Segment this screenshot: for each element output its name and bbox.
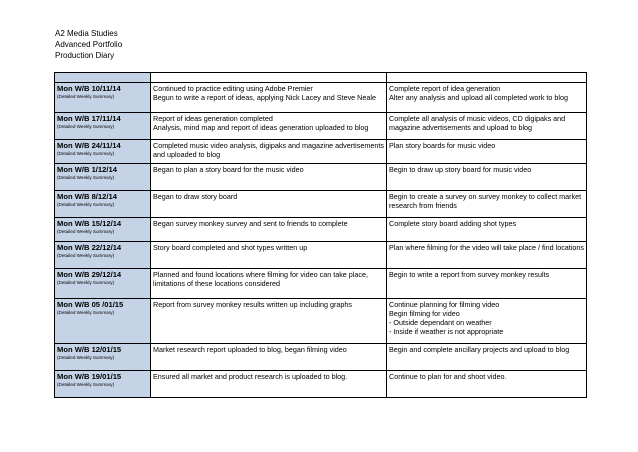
completed-work-text: Continued to practice editing using Adobe Premier <box>153 84 313 93</box>
next-steps-text: Begin filming for video <box>389 309 460 318</box>
week-summary-label: (Detailed Weekly Summary) <box>57 355 115 360</box>
table-row <box>55 371 587 398</box>
next-steps-text: Alter any analysis and upload all completed work to blog <box>389 93 568 102</box>
table-row <box>55 113 587 140</box>
completed-work-cell <box>151 164 387 191</box>
next-steps-cell <box>387 113 587 140</box>
week-cell <box>55 113 151 140</box>
completed-work-text: Analysis, mind map and report of ideas generation uploaded to blog <box>153 123 369 132</box>
week-summary-label: (Detailed Weekly Summary) <box>57 253 115 258</box>
next-steps-cell <box>387 344 587 371</box>
completed-work-cell <box>151 218 387 242</box>
week-label: Mon W/B 12/01/15 <box>57 345 122 354</box>
week-cell <box>55 371 151 398</box>
next-steps-text: Continue planning for filming video <box>389 300 500 309</box>
next-steps-text: Begin to create a survey on survey monkey to collect market research from friends <box>389 192 582 210</box>
completed-work-cell <box>151 299 387 344</box>
week-cell <box>55 191 151 218</box>
header-cell-week <box>55 73 151 83</box>
week-cell <box>55 83 151 113</box>
next-steps-text: Continue to plan for and shoot video. <box>389 372 507 381</box>
completed-work-cell <box>151 242 387 269</box>
completed-work-text: Completed music video analysis, digipaks and magazine advertisements and uploaded to blog <box>153 141 384 159</box>
week-label: Mon W/B 05 /01/15 <box>57 300 124 309</box>
completed-work-text: Began to draw story board <box>153 192 238 201</box>
week-cell <box>55 344 151 371</box>
table-row <box>55 218 587 242</box>
completed-work-text: Began survey monkey survey and sent to friends to complete <box>153 219 348 228</box>
week-summary-label: (Detailed Weekly Summary) <box>57 310 115 315</box>
diary-table-body <box>55 73 587 398</box>
next-steps-cell <box>387 164 587 191</box>
next-steps-cell <box>387 218 587 242</box>
week-summary-label: (Detailed Weekly Summary) <box>57 229 115 234</box>
next-steps-cell <box>387 191 587 218</box>
week-cell <box>55 164 151 191</box>
week-label: Mon W/B 1/12/14 <box>57 165 117 174</box>
week-label: Mon W/B 8/12/14 <box>57 192 117 201</box>
week-summary-label: (Detailed Weekly Summary) <box>57 94 115 99</box>
week-label: Mon W/B 29/12/14 <box>57 270 122 279</box>
next-steps-text: Begin to write a report from survey monkey results <box>389 270 550 279</box>
next-steps-text: Begin and complete ancillary projects and upload to blog <box>389 345 570 354</box>
week-cell <box>55 140 151 164</box>
next-steps-cell <box>387 371 587 398</box>
completed-work-text: Report of ideas generation completed <box>153 114 273 123</box>
completed-work-text: Begun to write a report of ideas, applying Nick Lacey and Steve Neale <box>153 93 376 102</box>
table-row <box>55 299 587 344</box>
completed-work-text: Ensured all market and product research is uploaded to blog. <box>153 372 348 381</box>
next-steps-text: Complete all analysis of music videos, CD digipaks and magazine advertisements and upload to blog <box>389 114 566 132</box>
week-label: Mon W/B 19/01/15 <box>57 372 122 381</box>
header-cell-next <box>387 73 587 83</box>
next-steps-text: Complete story board adding shot types <box>389 219 517 228</box>
week-label: Mon W/B 10/11/14 <box>57 84 121 93</box>
table-header-row <box>55 73 587 83</box>
completed-work-cell <box>151 140 387 164</box>
completed-work-cell <box>151 269 387 299</box>
completed-work-cell <box>151 83 387 113</box>
week-summary-label: (Detailed Weekly Summary) <box>57 175 115 180</box>
next-steps-cell <box>387 299 587 344</box>
diary-title: Production Diary <box>55 51 115 60</box>
week-cell <box>55 269 151 299</box>
completed-work-cell <box>151 113 387 140</box>
next-steps-text: Plan story boards for music video <box>389 141 496 150</box>
next-steps-cell <box>387 269 587 299</box>
next-steps-cell <box>387 140 587 164</box>
course-title: A2 Media Studies <box>55 29 118 38</box>
header-cell-done <box>151 73 387 83</box>
week-label: Mon W/B 24/11/14 <box>57 141 121 150</box>
week-cell <box>55 218 151 242</box>
week-label: Mon W/B 22/12/14 <box>57 243 122 252</box>
document-header <box>55 28 122 61</box>
table-row <box>55 269 587 299</box>
next-steps-text: Plan where filming for the video will take place / find locations <box>389 243 584 252</box>
week-label: Mon W/B 15/12/14 <box>57 219 122 228</box>
next-steps-text: Begin to draw up story board for music video <box>389 165 532 174</box>
week-summary-label: (Detailed Weekly Summary) <box>57 151 115 156</box>
completed-work-text: Began to plan a story board for the music video <box>153 165 304 174</box>
table-row <box>55 83 587 113</box>
table-row <box>55 164 587 191</box>
next-steps-text: - Outside dependant on weather <box>389 318 492 327</box>
week-summary-label: (Detailed Weekly Summary) <box>57 202 115 207</box>
week-summary-label: (Detailed Weekly Summary) <box>57 280 115 285</box>
next-steps-cell <box>387 83 587 113</box>
table-row <box>55 242 587 269</box>
completed-work-cell <box>151 371 387 398</box>
completed-work-cell <box>151 344 387 371</box>
table-row <box>55 191 587 218</box>
next-steps-text: - Inside if weather is not appropriate <box>389 327 504 336</box>
week-summary-label: (Detailed Weekly Summary) <box>57 382 115 387</box>
portfolio-title: Advanced Portfolio <box>55 40 123 49</box>
table-row <box>55 344 587 371</box>
completed-work-cell <box>151 191 387 218</box>
completed-work-text: Market research report uploaded to blog, began filming video <box>153 345 347 354</box>
week-cell <box>55 242 151 269</box>
next-steps-cell <box>387 242 587 269</box>
next-steps-text: Complete report of idea generation <box>389 84 501 93</box>
completed-work-text: Planned and found locations where filming for video can take place, limitations of these locations considered <box>153 270 368 288</box>
week-label: Mon W/B 17/11/14 <box>57 114 121 123</box>
completed-work-text: Story board completed and shot types written up <box>153 243 308 252</box>
production-diary-table <box>54 72 587 398</box>
week-summary-label: (Detailed Weekly Summary) <box>57 124 115 129</box>
completed-work-text: Report from survey monkey results written up including graphs <box>153 300 352 309</box>
table-row <box>55 140 587 164</box>
week-cell <box>55 299 151 344</box>
